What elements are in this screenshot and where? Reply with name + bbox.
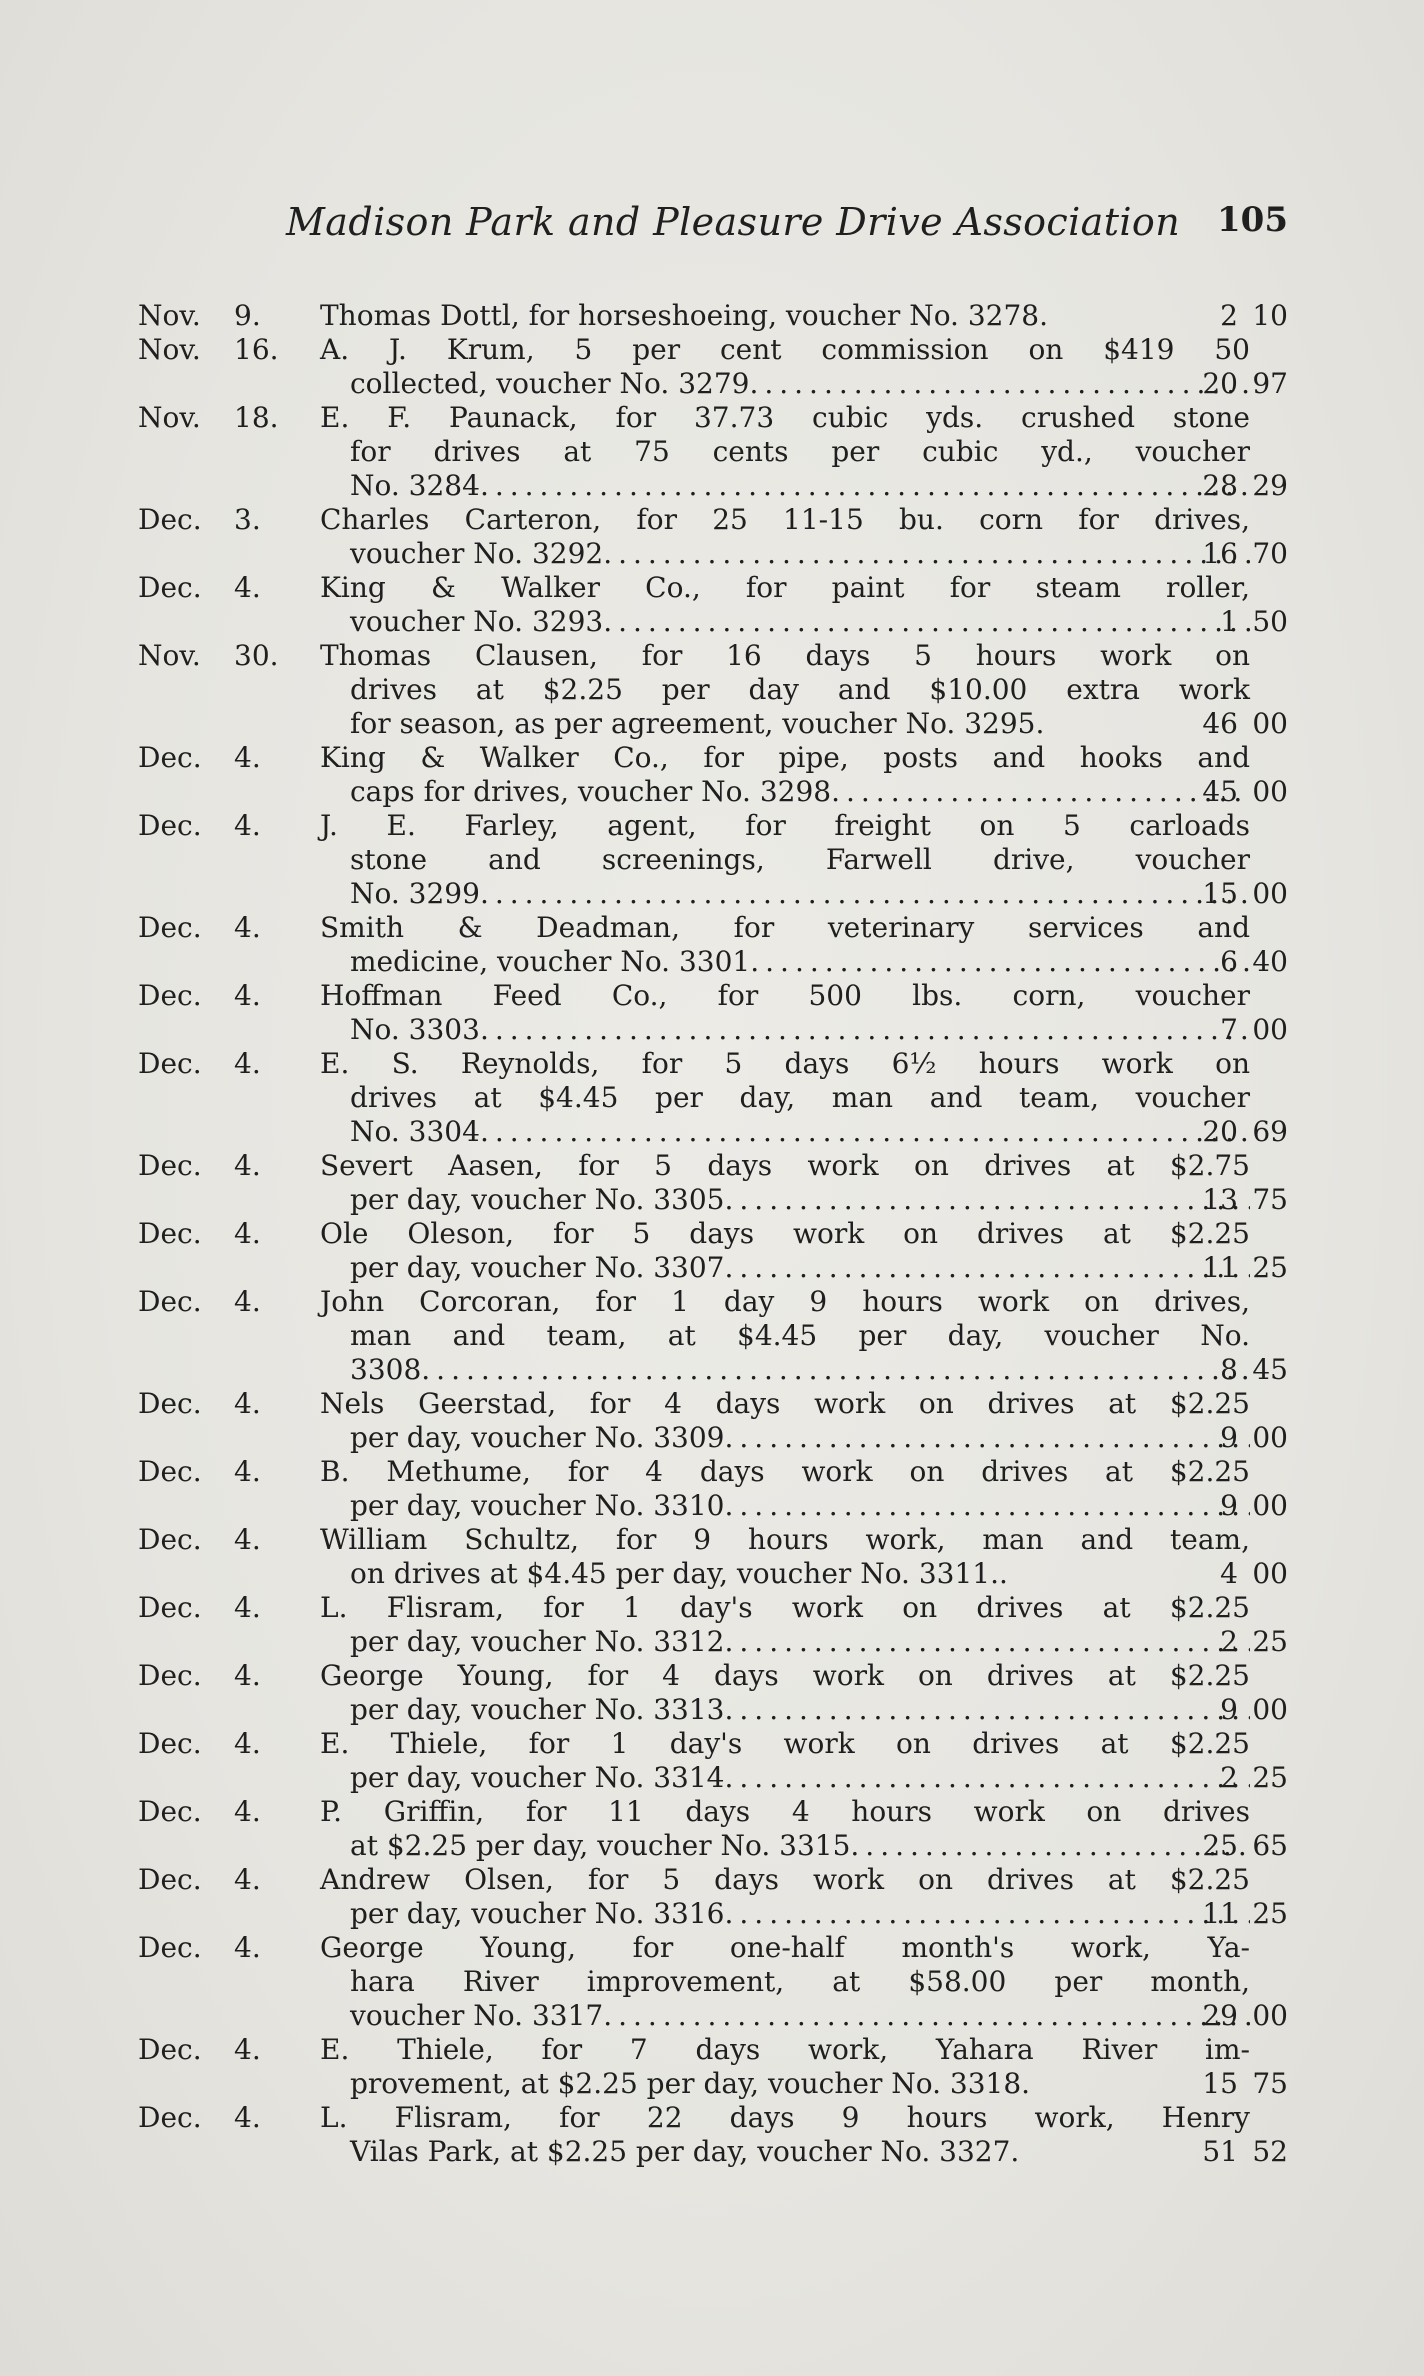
amount-cents: 75: [1252, 1183, 1288, 1216]
entry-month: Dec.: [138, 1149, 202, 1182]
amount-dollars: 2: [1220, 1761, 1238, 1794]
page-title: Madison Park and Pleasure Drive Association: [286, 200, 1181, 244]
amount-cents: 00: [1252, 1489, 1288, 1522]
description-line: [320, 1625, 1250, 1659]
entry-description: [320, 333, 1250, 401]
entry-amount: [1178, 367, 1288, 401]
entry-description: [320, 1795, 1250, 1863]
ledger-entry: [138, 1931, 1288, 2033]
entry-day: 4.: [234, 1149, 261, 1182]
entry-day: 4.: [234, 1285, 261, 1318]
entry-month: Dec.: [138, 2101, 202, 2134]
amount-dollars: 45: [1202, 775, 1238, 808]
ledger-entry: [138, 979, 1288, 1047]
ledger-entry: [138, 2101, 1288, 2169]
dot-leader: [725, 1421, 1251, 1455]
description-text: per day, voucher No. 3312: [350, 1625, 725, 1658]
entry-month: Dec.: [138, 979, 202, 1012]
description-text: per day, voucher No. 3307: [350, 1251, 725, 1284]
description-line: Andrew Olsen, for 5 days work on drives at $2.25: [320, 1863, 1250, 1896]
description-line: drives at $4.45 per day, man and team, voucher: [350, 1081, 1250, 1114]
amount-dollars: 20: [1202, 367, 1238, 400]
description-line: Ole Oleson, for 5 days work on drives at $2.25: [320, 1217, 1250, 1250]
entry-amount: [1178, 707, 1288, 741]
entry-day: 3.: [234, 503, 261, 536]
amount-cents: 10: [1252, 299, 1288, 332]
description-text: per day, voucher No. 3310: [350, 1489, 725, 1522]
description-line: [320, 1999, 1250, 2033]
amount-cents: 29: [1252, 469, 1288, 502]
amount-cents: 25: [1252, 1251, 1288, 1284]
description-text: No. 3299: [350, 877, 480, 910]
description-line: King & Walker Co., for pipe, posts and hooks and: [320, 741, 1250, 774]
ledger-entry: [138, 333, 1288, 401]
description-line: A. J. Krum, 5 per cent commission on $419 50: [320, 333, 1250, 366]
entry-month: Dec.: [138, 1863, 202, 1896]
entry-description: [320, 741, 1250, 809]
entry-day: 4.: [234, 911, 261, 944]
entry-day: 4.: [234, 1387, 261, 1420]
ledger-entry: [138, 1591, 1288, 1659]
entry-day: 4.: [234, 1863, 261, 1896]
entry-description: [320, 2101, 1250, 2169]
entry-month: Dec.: [138, 1047, 202, 1080]
dot-leader: [480, 877, 1250, 911]
ledger-entry: [138, 1523, 1288, 1591]
amount-cents: 40: [1252, 945, 1288, 978]
description-line: [320, 1183, 1250, 1217]
amount-dollars: 20: [1202, 1115, 1238, 1148]
description-text: voucher No. 3293: [350, 605, 604, 638]
running-header: [286, 200, 1288, 250]
entry-amount: [1178, 2067, 1288, 2101]
description-line: J. E. Farley, agent, for freight on 5 carloads: [320, 809, 1250, 842]
description-line: [320, 1489, 1250, 1523]
dot-leader: [725, 1183, 1251, 1217]
entry-month: Dec.: [138, 1727, 202, 1760]
entry-description: [320, 2033, 1250, 2101]
entry-amount: [1178, 469, 1288, 503]
entry-description: [320, 1659, 1250, 1727]
entry-month: Dec.: [138, 741, 202, 774]
entry-day: 4.: [234, 2101, 261, 2134]
ledger-entry: [138, 401, 1288, 503]
description-line: [320, 877, 1250, 911]
entry-amount: [1178, 1115, 1288, 1149]
entry-day: 4.: [234, 1931, 261, 1964]
entry-amount: [1178, 1693, 1288, 1727]
amount-dollars: 9: [1220, 1421, 1238, 1454]
amount-cents: 00: [1252, 1013, 1288, 1046]
amount-cents: 00: [1252, 775, 1288, 808]
description-line: P. Griffin, for 11 days 4 hours work on drives: [320, 1795, 1250, 1828]
entry-description: [320, 1727, 1250, 1795]
amount-dollars: 28: [1202, 469, 1238, 502]
ledger-entry: [138, 1727, 1288, 1795]
entry-day: 9.: [234, 299, 261, 332]
description-text: caps for drives, voucher No. 3298: [350, 775, 832, 808]
description-line: [320, 367, 1250, 401]
amount-dollars: 11: [1202, 1897, 1238, 1930]
description-line: for drives at 75 cents per cubic yd., voucher: [350, 435, 1250, 468]
ledger-entry: [138, 1149, 1288, 1217]
entry-description: [320, 1285, 1250, 1387]
entry-month: Dec.: [138, 1591, 202, 1624]
description-line: [320, 1115, 1250, 1149]
ledger-entry: [138, 639, 1288, 741]
description-text: per day, voucher No. 3313: [350, 1693, 725, 1726]
amount-dollars: 6: [1220, 945, 1238, 978]
amount-cents: 70: [1252, 537, 1288, 570]
entry-day: 4.: [234, 1727, 261, 1760]
entry-day: 4.: [234, 1795, 261, 1828]
description-line: man and team, at $4.45 per day, voucher No.: [350, 1319, 1250, 1352]
entry-description: [320, 299, 1250, 333]
entry-month: Dec.: [138, 1659, 202, 1692]
entry-description: [320, 1149, 1250, 1217]
entry-day: 4.: [234, 1659, 261, 1692]
amount-dollars: 51: [1202, 2135, 1238, 2168]
amount-dollars: 46: [1202, 707, 1238, 740]
amount-cents: 00: [1252, 877, 1288, 910]
amount-dollars: 2: [1220, 1625, 1238, 1658]
ledger-entry: [138, 1455, 1288, 1523]
entry-month: Nov.: [138, 401, 201, 434]
entry-month: Dec.: [138, 1523, 202, 1556]
entry-day: 4.: [234, 1217, 261, 1250]
description-line: [320, 707, 1250, 741]
entry-amount: [1178, 1421, 1288, 1455]
entry-month: Dec.: [138, 2033, 202, 2066]
amount-cents: 00: [1252, 1693, 1288, 1726]
ledger-entry: [138, 1217, 1288, 1285]
dot-leader: [480, 469, 1250, 503]
dot-leader: [480, 1013, 1250, 1047]
dot-leader: [603, 537, 1250, 571]
entry-day: 4.: [234, 571, 261, 604]
entry-description: [320, 911, 1250, 979]
entry-amount: [1178, 1761, 1288, 1795]
description-line: [320, 1557, 1250, 1591]
description-line: E. S. Reynolds, for 5 days 6½ hours work on: [320, 1047, 1250, 1080]
description-text: per day, voucher No. 3314: [350, 1761, 725, 1794]
entry-month: Dec.: [138, 1285, 202, 1318]
amount-dollars: 15: [1202, 2067, 1238, 2100]
ledger-entry: [138, 809, 1288, 911]
description-line: [320, 1251, 1250, 1285]
entry-amount: [1178, 2135, 1288, 2169]
entry-amount: [1178, 1829, 1288, 1863]
description-text: Thomas Dottl, for horseshoeing, voucher No. 3278.: [320, 299, 1049, 332]
entry-month: Dec.: [138, 1387, 202, 1420]
description-line: [320, 469, 1250, 503]
entry-month: Nov.: [138, 299, 201, 332]
description-text: per day, voucher No. 3309: [350, 1421, 725, 1454]
description-line: [320, 299, 1250, 333]
description-text: for season, as per agreement, voucher No. 3295.: [350, 707, 1045, 740]
description-text: medicine, voucher No. 3301: [350, 945, 751, 978]
entry-amount: [1178, 1489, 1288, 1523]
entry-description: [320, 1047, 1250, 1149]
ledger-entry: [138, 503, 1288, 571]
entry-month: Dec.: [138, 1795, 202, 1828]
entry-day: 4.: [234, 1523, 261, 1556]
description-line: [320, 605, 1250, 639]
ledger-entry: [138, 741, 1288, 809]
amount-dollars: 1: [1220, 605, 1238, 638]
amount-dollars: 16: [1202, 537, 1238, 570]
amount-dollars: 9: [1220, 1489, 1238, 1522]
ledger-entry: [138, 2033, 1288, 2101]
description-line: [320, 2135, 1250, 2169]
description-line: hara River improvement, at $58.00 per month,: [350, 1965, 1250, 1998]
description-text: provement, at $2.25 per day, voucher No. 3318.: [350, 2067, 1031, 2100]
description-text: at $2.25 per day, voucher No. 3315: [350, 1829, 851, 1862]
description-line: L. Flisram, for 1 day's work on drives at $2.25: [320, 1591, 1250, 1624]
dot-leader: [603, 1999, 1250, 2033]
entry-description: [320, 1455, 1250, 1523]
description-text: No. 3303: [350, 1013, 480, 1046]
description-text: voucher No. 3317: [350, 1999, 604, 2032]
description-text: Vilas Park, at $2.25 per day, voucher No. 3327.: [350, 2135, 1020, 2168]
description-text: 3308: [350, 1353, 422, 1386]
entry-day: 4.: [234, 741, 261, 774]
entry-description: [320, 401, 1250, 503]
entry-amount: [1178, 537, 1288, 571]
description-line: [320, 2067, 1250, 2101]
ledger-entry: [138, 1795, 1288, 1863]
dot-leader: [749, 367, 1250, 401]
entry-description: [320, 1387, 1250, 1455]
entry-description: [320, 1591, 1250, 1659]
entry-month: Dec.: [138, 1455, 202, 1488]
entry-month: Dec.: [138, 911, 202, 944]
amount-cents: 45: [1252, 1353, 1288, 1386]
dot-leader: [603, 605, 1250, 639]
description-line: Thomas Clausen, for 16 days 5 hours work on: [320, 639, 1250, 672]
description-line: drives at $2.25 per day and $10.00 extra work: [350, 673, 1250, 706]
entry-day: 4.: [234, 979, 261, 1012]
description-line: E. F. Paunack, for 37.73 cubic yds. crushed stone: [320, 401, 1250, 434]
dot-leader: [421, 1353, 1250, 1387]
entry-day: 16.: [234, 333, 279, 366]
entry-description: [320, 503, 1250, 571]
entry-day: 18.: [234, 401, 279, 434]
dot-leader: [725, 1625, 1251, 1659]
amount-dollars: 11: [1202, 1251, 1238, 1284]
entry-amount: [1178, 877, 1288, 911]
amount-dollars: 4: [1220, 1557, 1238, 1590]
entry-month: Dec.: [138, 809, 202, 842]
entry-description: [320, 639, 1250, 741]
ledger-entry: [138, 1047, 1288, 1149]
amount-cents: 52: [1252, 2135, 1288, 2168]
amount-dollars: 15: [1202, 877, 1238, 910]
amount-cents: 69: [1252, 1115, 1288, 1148]
ledger-entry: [138, 571, 1288, 639]
description-line: George Young, for one-half month's work, Ya-: [320, 1931, 1250, 1964]
description-line: E. Thiele, for 7 days work, Yahara River im-: [320, 2033, 1250, 2066]
entry-day: 4.: [234, 2033, 261, 2066]
description-line: [320, 1829, 1250, 1863]
amount-cents: 97: [1252, 367, 1288, 400]
entry-description: [320, 1523, 1250, 1591]
description-text: on drives at $4.45 per day, voucher No. 3311..: [350, 1557, 1008, 1590]
description-text: collected, voucher No. 3279: [350, 367, 750, 400]
entry-description: [320, 571, 1250, 639]
amount-cents: 00: [1252, 1421, 1288, 1454]
description-line: L. Flisram, for 22 days 9 hours work, Henry: [320, 2101, 1250, 2134]
entry-day: 30.: [234, 639, 279, 672]
dot-leader: [725, 1489, 1251, 1523]
entry-amount: [1178, 1999, 1288, 2033]
entry-month: Nov.: [138, 333, 201, 366]
description-line: E. Thiele, for 1 day's work on drives at $2.25: [320, 1727, 1250, 1760]
entry-amount: [1178, 605, 1288, 639]
amount-cents: 25: [1252, 1897, 1288, 1930]
description-line: [320, 1897, 1250, 1931]
ledger-entries: [138, 299, 1288, 2169]
entry-day: 4.: [234, 1455, 261, 1488]
entry-amount: [1178, 299, 1288, 333]
entry-description: [320, 1931, 1250, 2033]
entry-description: [320, 979, 1250, 1047]
description-line: B. Methume, for 4 days work on drives at $2.25: [320, 1455, 1250, 1488]
entry-amount: [1178, 1013, 1288, 1047]
amount-cents: 00: [1252, 1557, 1288, 1590]
entry-description: [320, 1863, 1250, 1931]
dot-leader: [725, 1251, 1251, 1285]
entry-month: Nov.: [138, 639, 201, 672]
amount-cents: 65: [1252, 1829, 1288, 1862]
description-line: [320, 1693, 1250, 1727]
entry-month: Dec.: [138, 1217, 202, 1250]
entry-amount: [1178, 1557, 1288, 1591]
amount-dollars: 29: [1202, 1999, 1238, 2032]
amount-dollars: 8: [1220, 1353, 1238, 1386]
description-text: per day, voucher No. 3316: [350, 1897, 725, 1930]
ledger-entry: [138, 911, 1288, 979]
amount-cents: 00: [1252, 707, 1288, 740]
entry-month: Dec.: [138, 1931, 202, 1964]
ledger-entry: [138, 1387, 1288, 1455]
dot-leader: [750, 945, 1250, 979]
ledger-entry: [138, 1863, 1288, 1931]
entry-description: [320, 809, 1250, 911]
amount-dollars: 9: [1220, 1693, 1238, 1726]
ledger-entry: [138, 1285, 1288, 1387]
description-line: stone and screenings, Farwell drive, voucher: [350, 843, 1250, 876]
entry-amount: [1178, 1897, 1288, 1931]
amount-dollars: 7: [1220, 1013, 1238, 1046]
description-line: Severt Aasen, for 5 days work on drives at $2.75: [320, 1149, 1250, 1182]
description-line: [320, 775, 1250, 809]
amount-cents: 25: [1252, 1625, 1288, 1658]
entry-amount: [1178, 945, 1288, 979]
description-line: Hoffman Feed Co., for 500 lbs. corn, voucher: [320, 979, 1250, 1012]
description-text: No. 3304: [350, 1115, 480, 1148]
description-line: [320, 1353, 1250, 1387]
entry-amount: [1178, 1625, 1288, 1659]
description-line: Charles Carteron, for 25 11-15 bu. corn for drives,: [320, 503, 1250, 536]
ledger-entry: [138, 299, 1288, 333]
dot-leader: [480, 1115, 1250, 1149]
entry-description: [320, 1217, 1250, 1285]
entry-month: Dec.: [138, 571, 202, 604]
amount-cents: 50: [1252, 605, 1288, 638]
amount-dollars: 13: [1202, 1183, 1238, 1216]
amount-dollars: 25: [1202, 1829, 1238, 1862]
entry-amount: [1178, 1353, 1288, 1387]
entry-day: 4.: [234, 1591, 261, 1624]
description-text: per day, voucher No. 3305: [350, 1183, 725, 1216]
ledger-entry: [138, 1659, 1288, 1727]
description-line: [320, 1421, 1250, 1455]
description-line: [320, 1761, 1250, 1795]
description-line: [320, 945, 1250, 979]
description-line: [320, 537, 1250, 571]
description-line: King & Walker Co., for paint for steam roller,: [320, 571, 1250, 604]
description-line: George Young, for 4 days work on drives at $2.25: [320, 1659, 1250, 1692]
description-line: Smith & Deadman, for veterinary services and: [320, 911, 1250, 944]
entry-month: Dec.: [138, 503, 202, 536]
amount-cents: 75: [1252, 2067, 1288, 2100]
dot-leader: [725, 1693, 1251, 1727]
entry-amount: [1178, 1183, 1288, 1217]
description-line: Nels Geerstad, for 4 days work on drives at $2.25: [320, 1387, 1250, 1420]
description-text: No. 3284: [350, 469, 480, 502]
entry-amount: [1178, 1251, 1288, 1285]
amount-dollars: 2: [1220, 299, 1238, 332]
dot-leader: [725, 1897, 1251, 1931]
entry-amount: [1178, 775, 1288, 809]
page-number: 105: [1217, 200, 1288, 240]
description-line: John Corcoran, for 1 day 9 hours work on drives,: [320, 1285, 1250, 1318]
description-line: [320, 1013, 1250, 1047]
description-line: William Schultz, for 9 hours work, man and team,: [320, 1523, 1250, 1556]
entry-day: 4.: [234, 809, 261, 842]
amount-cents: 25: [1252, 1761, 1288, 1794]
dot-leader: [725, 1761, 1251, 1795]
entry-day: 4.: [234, 1047, 261, 1080]
amount-cents: 00: [1252, 1999, 1288, 2032]
description-text: voucher No. 3292: [350, 537, 604, 570]
